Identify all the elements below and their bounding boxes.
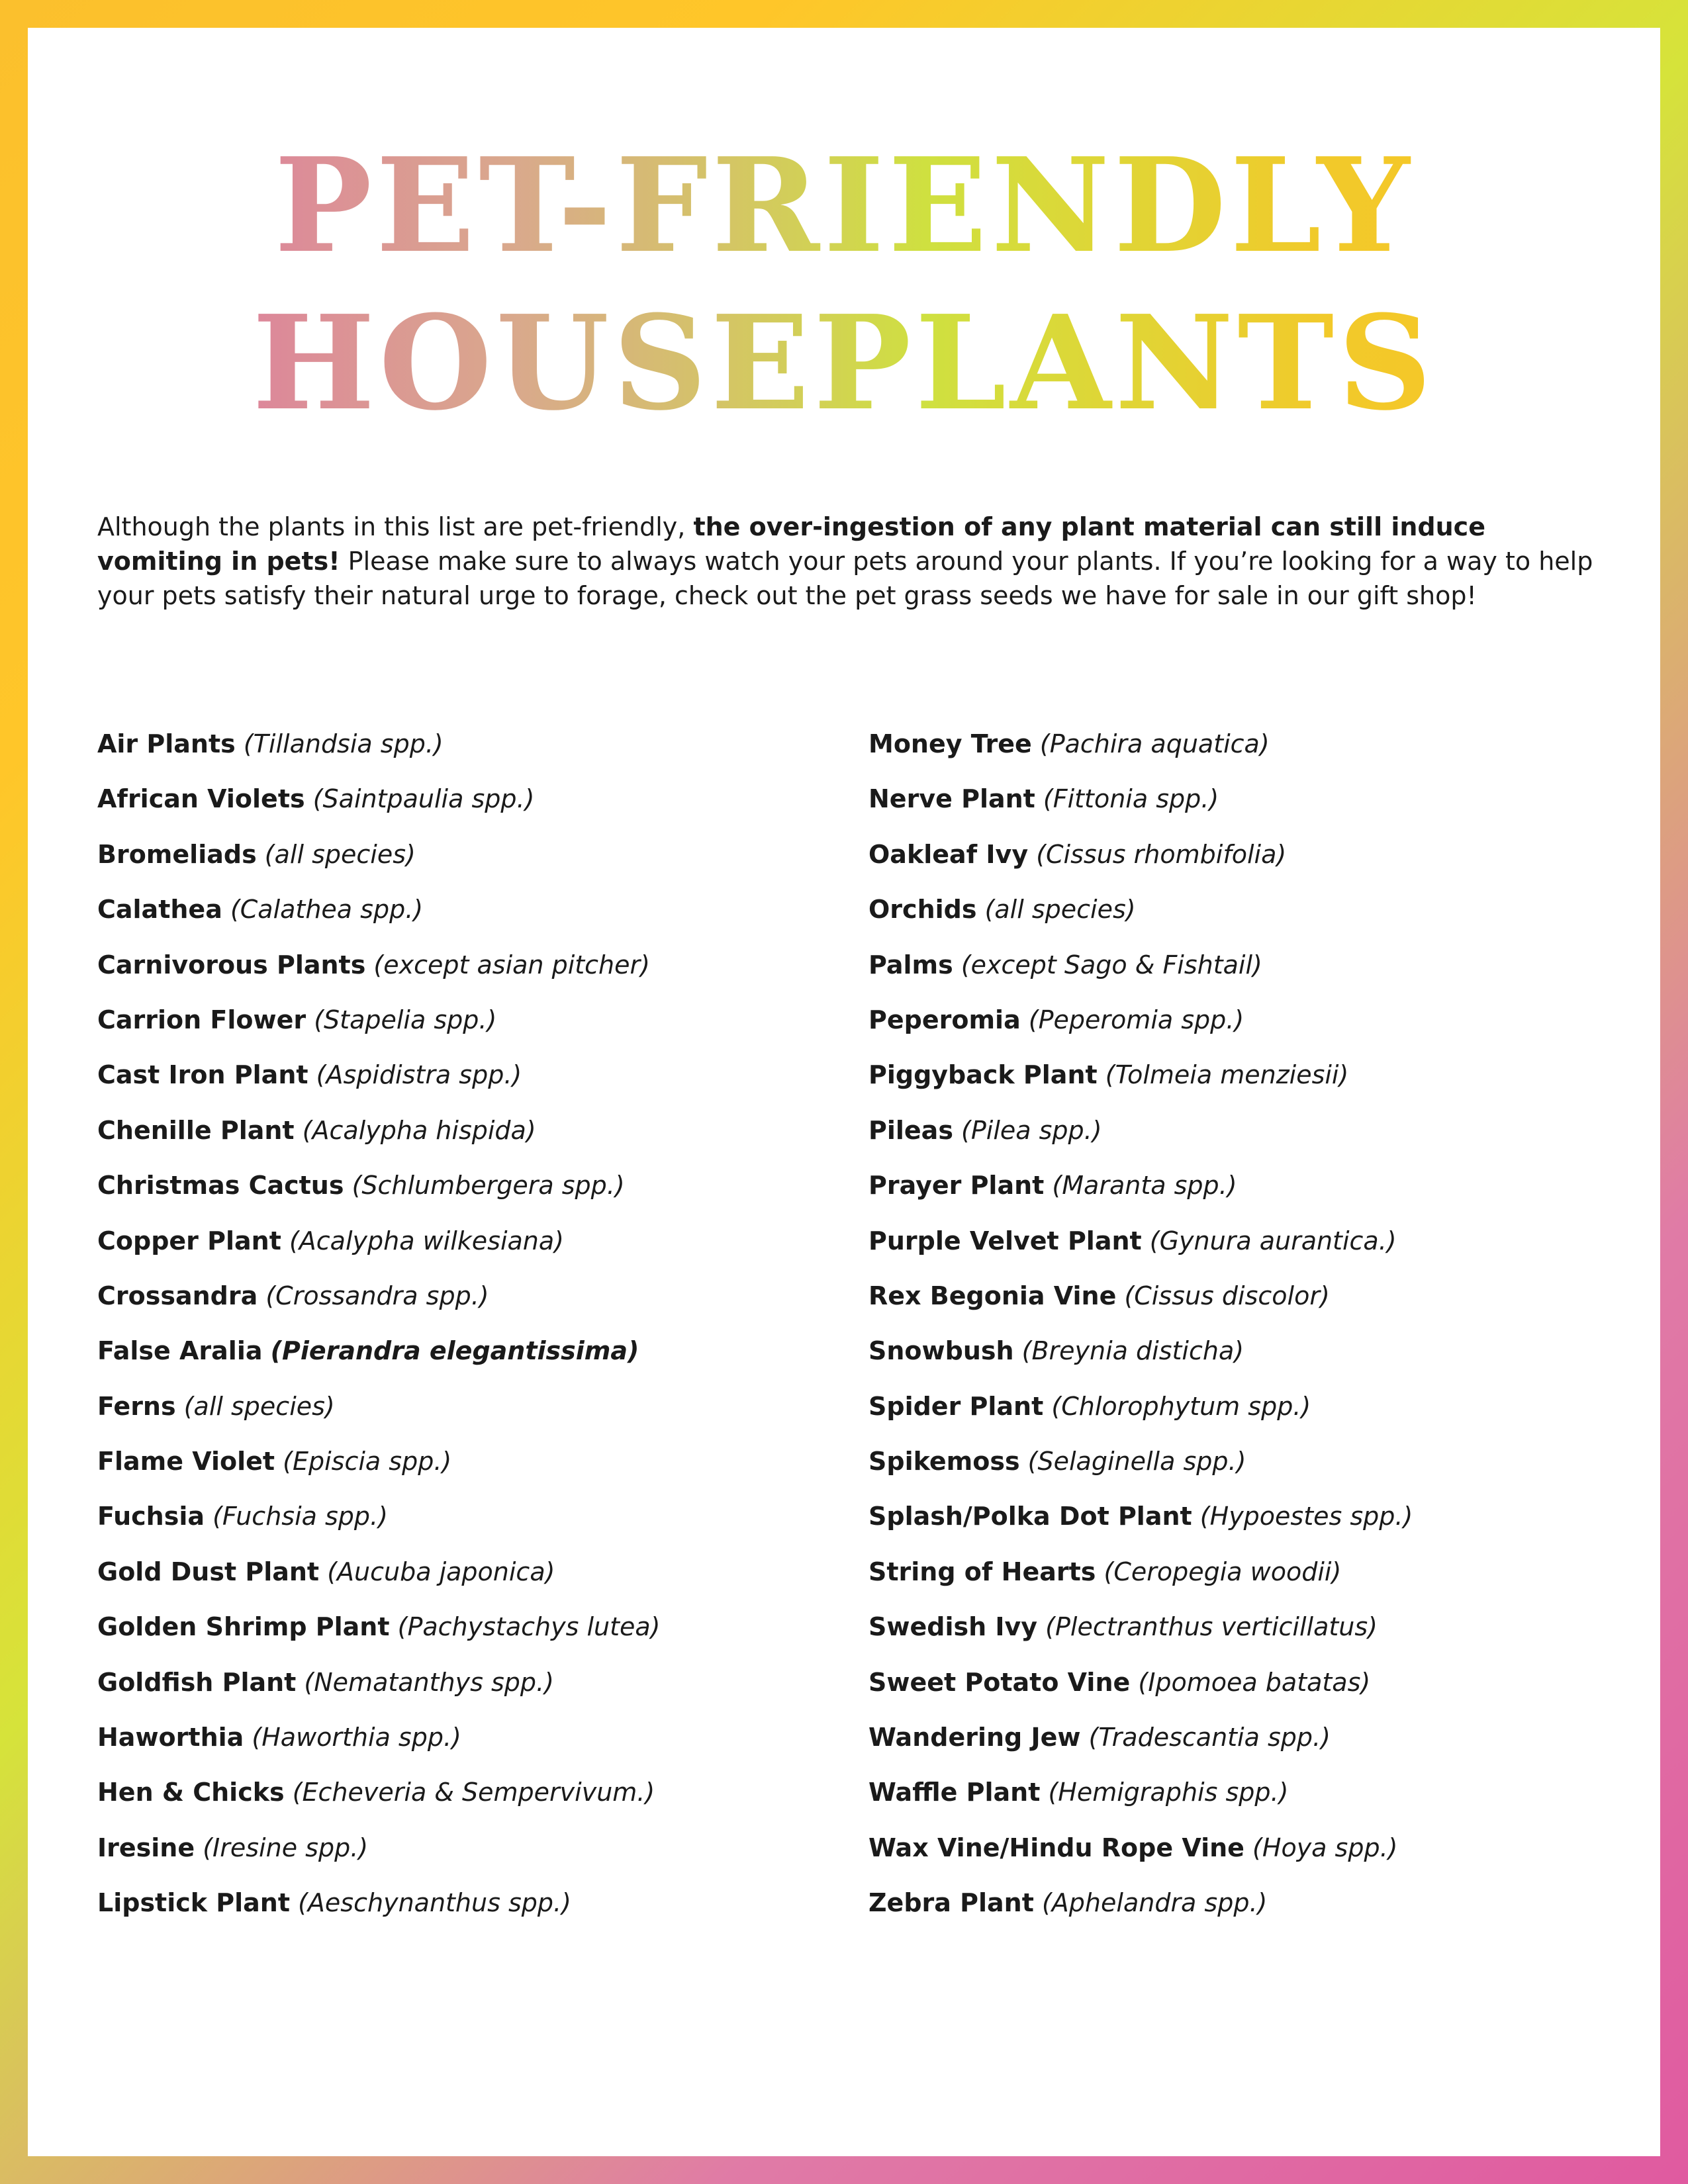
plant-latin-name: (Cissus rhombifolia) <box>1036 839 1287 869</box>
intro-warning: the over-ingestion of any plant material can still induce vomiting in pets! <box>97 512 1485 576</box>
plant-item <box>97 1000 660 1055</box>
title-line-2: HOUSEPLANTS <box>252 287 1436 439</box>
plant-common-name: Crossandra <box>97 1281 258 1310</box>
plant-item <box>97 1772 660 1827</box>
plant-item <box>97 1276 660 1331</box>
plant-common-name: Copper Plant <box>97 1226 281 1255</box>
plant-item <box>97 1055 660 1110</box>
plant-item <box>97 1828 660 1883</box>
plant-latin-name: (Nematanthys spp.) <box>304 1667 554 1697</box>
plant-item <box>868 1828 1413 1883</box>
plant-latin-name: (Aphelandra spp.) <box>1041 1888 1268 1918</box>
plant-latin-name: (Plectranthus verticillatus) <box>1045 1612 1378 1642</box>
plant-common-name: Goldfish Plant <box>97 1667 297 1697</box>
plant-item <box>868 1441 1413 1496</box>
plant-common-name: Rex Begonia Vine <box>868 1281 1117 1310</box>
plant-item <box>868 1607 1413 1662</box>
plant-item <box>868 1387 1413 1441</box>
plant-latin-name: (all species) <box>984 895 1136 925</box>
plant-item <box>868 1496 1413 1551</box>
plant-common-name: Chenille Plant <box>97 1115 295 1145</box>
plant-common-name: Sweet Potato Vine <box>868 1667 1131 1697</box>
plant-common-name: Carrion Flower <box>97 1005 306 1034</box>
plant-item <box>97 889 660 944</box>
plant-common-name: Spikemoss <box>868 1447 1020 1477</box>
plant-common-name: Spider Plant <box>868 1391 1044 1421</box>
plant-common-name: Swedish Ivy <box>868 1612 1038 1642</box>
plant-latin-name: (Hypoestes spp.) <box>1199 1502 1413 1531</box>
plant-item <box>868 1331 1413 1386</box>
plant-item <box>868 1055 1413 1110</box>
plant-latin-name: (Stapelia spp.) <box>314 1005 497 1034</box>
title-line-1: PET-FRIENDLY <box>274 130 1414 282</box>
plant-item <box>868 1000 1413 1055</box>
plant-item <box>97 945 660 1000</box>
plant-latin-name: (Fuchsia spp.) <box>212 1502 388 1531</box>
plant-common-name: Cast Iron Plant <box>97 1060 308 1090</box>
plant-latin-name: (Cissus discolor) <box>1124 1281 1330 1310</box>
plant-latin-name: (Aeschynanthus spp.) <box>298 1888 571 1918</box>
plant-latin-name: (Tolmeia menziesii) <box>1105 1060 1349 1090</box>
plant-common-name: Calathea <box>97 895 222 925</box>
plant-item <box>868 1662 1413 1717</box>
plant-latin-name: (Tradescantia spp.) <box>1088 1723 1331 1752</box>
plant-common-name: Haworthia <box>97 1723 244 1752</box>
plant-item <box>97 779 660 834</box>
plant-latin-name: (Crossandra spp.) <box>265 1281 489 1310</box>
plant-common-name: Palms <box>868 950 953 979</box>
plant-latin-name: (Saintpaulia spp.) <box>312 784 535 814</box>
plant-item <box>97 724 660 779</box>
plant-item <box>868 889 1413 944</box>
plant-latin-name: (except asian pitcher) <box>373 950 650 979</box>
plant-common-name: Golden Shrimp Plant <box>97 1612 390 1642</box>
plant-common-name: Carnivorous Plants <box>97 950 366 979</box>
plant-latin-name: (Fittonia spp.) <box>1043 784 1219 814</box>
plant-common-name: String of Hearts <box>868 1557 1096 1586</box>
intro-text-2: Please make sure to always watch your pets around your plants. If you’re looking for a way to help your pets satisfy their natural urge to forage, check out the pet grass seeds we have for sale in our gift shop! <box>97 547 1593 610</box>
plant-latin-name: (Pierandra elegantissima) <box>270 1336 639 1366</box>
plant-latin-name: (Peperomia spp.) <box>1028 1005 1244 1034</box>
plant-common-name: Gold Dust Plant <box>97 1557 320 1586</box>
plant-item <box>97 1165 660 1220</box>
plant-latin-name: (all species) <box>183 1391 335 1421</box>
plant-latin-name: (Pilea spp.) <box>961 1115 1102 1145</box>
plant-latin-name: (Tillandsia spp.) <box>243 729 444 758</box>
plant-latin-name: (Acalypha hispida) <box>302 1115 536 1145</box>
plant-item <box>97 835 660 889</box>
plant-common-name: Prayer Plant <box>868 1171 1045 1201</box>
plant-item <box>97 1387 660 1441</box>
plant-item <box>97 1441 660 1496</box>
plant-common-name: Christmas Cactus <box>97 1171 344 1201</box>
plant-item <box>868 1552 1413 1607</box>
plant-common-name: Wax Vine/Hindu Rope Vine <box>868 1833 1244 1862</box>
plant-item <box>868 1221 1413 1276</box>
page-title <box>28 127 1660 442</box>
intro-paragraph <box>97 510 1593 613</box>
plant-latin-name: (Selaginella spp.) <box>1027 1447 1246 1477</box>
plant-latin-name: (Echeveria & Sempervivum.) <box>292 1778 655 1807</box>
plant-latin-name: (Ipomoea batatas) <box>1138 1667 1371 1697</box>
plant-item <box>868 1111 1413 1165</box>
plant-latin-name: (Hoya spp.) <box>1252 1833 1398 1862</box>
plant-latin-name: (except Sago & Fishtail) <box>961 950 1262 979</box>
plant-latin-name: (Maranta spp.) <box>1052 1171 1237 1201</box>
plant-common-name: Wandering Jew <box>868 1723 1081 1752</box>
plant-latin-name: (Hemigraphis spp.) <box>1048 1778 1289 1807</box>
plant-latin-name: (Calathea spp.) <box>230 895 424 925</box>
plant-common-name: Orchids <box>868 895 977 925</box>
plant-item <box>868 1883 1413 1938</box>
plant-latin-name: (Acalypha wilkesiana) <box>289 1226 564 1255</box>
plant-list-left <box>97 724 660 1938</box>
plant-latin-name: (Schlumbergera spp.) <box>352 1171 625 1201</box>
intro-text-1: Although the plants in this list are pet-friendly, <box>97 512 694 541</box>
plant-latin-name: (Iresine spp.) <box>203 1833 369 1862</box>
plant-latin-name: (Ceropegia woodii) <box>1103 1557 1342 1586</box>
plant-common-name: Flame Violet <box>97 1447 275 1477</box>
plant-common-name: Pileas <box>868 1115 953 1145</box>
plant-latin-name: (all species) <box>264 839 416 869</box>
plant-latin-name: (Pachystachys lutea) <box>397 1612 661 1642</box>
plant-item <box>868 779 1413 834</box>
plant-common-name: Money Tree <box>868 729 1032 758</box>
plant-latin-name: (Aspidistra spp.) <box>316 1060 522 1090</box>
plant-latin-name: (Episcia spp.) <box>283 1447 452 1477</box>
content-sheet <box>28 28 1660 2156</box>
plant-common-name: Peperomia <box>868 1005 1021 1034</box>
plant-item <box>868 1717 1413 1772</box>
plant-common-name: Piggyback Plant <box>868 1060 1098 1090</box>
plant-latin-name: (Pachira aquatica) <box>1039 729 1270 758</box>
plant-common-name: Purple Velvet Plant <box>868 1226 1142 1255</box>
plant-latin-name: (Breynia disticha) <box>1021 1336 1244 1366</box>
plant-common-name: Splash/Polka Dot Plant <box>868 1502 1192 1531</box>
plant-item <box>97 1662 660 1717</box>
plant-item <box>868 835 1413 889</box>
plant-common-name: Zebra Plant <box>868 1888 1034 1918</box>
plant-latin-name: (Gynura aurantica.) <box>1149 1226 1397 1255</box>
plant-common-name: Air Plants <box>97 729 236 758</box>
plant-list-right <box>868 724 1413 1938</box>
plant-item <box>868 1276 1413 1331</box>
plant-item <box>868 1165 1413 1220</box>
plant-common-name: African Violets <box>97 784 305 814</box>
plant-common-name: Nerve Plant <box>868 784 1035 814</box>
plant-common-name: Ferns <box>97 1391 176 1421</box>
plant-item <box>868 724 1413 779</box>
plant-item <box>97 1552 660 1607</box>
plant-latin-name: (Chlorophytum spp.) <box>1051 1391 1311 1421</box>
plant-item <box>97 1607 660 1662</box>
plant-item <box>97 1221 660 1276</box>
plant-item <box>97 1883 660 1938</box>
plant-item <box>97 1496 660 1551</box>
plant-common-name: Fuchsia <box>97 1502 205 1531</box>
plant-common-name: Lipstick Plant <box>97 1888 291 1918</box>
plant-common-name: Bromeliads <box>97 839 257 869</box>
plant-item <box>97 1111 660 1165</box>
plant-latin-name: (Haworthia spp.) <box>252 1723 461 1752</box>
plant-common-name: Oakleaf Ivy <box>868 839 1029 869</box>
plant-common-name: Waffle Plant <box>868 1778 1041 1807</box>
plant-common-name: Iresine <box>97 1833 195 1862</box>
plant-item <box>868 1772 1413 1827</box>
plant-item <box>868 945 1413 1000</box>
plant-latin-name: (Aucuba japonica) <box>327 1557 555 1586</box>
plant-item <box>97 1331 660 1386</box>
plant-item <box>97 1717 660 1772</box>
plant-common-name: Snowbush <box>868 1336 1014 1366</box>
plant-common-name: False Aralia <box>97 1336 263 1366</box>
plant-common-name: Hen & Chicks <box>97 1778 285 1807</box>
